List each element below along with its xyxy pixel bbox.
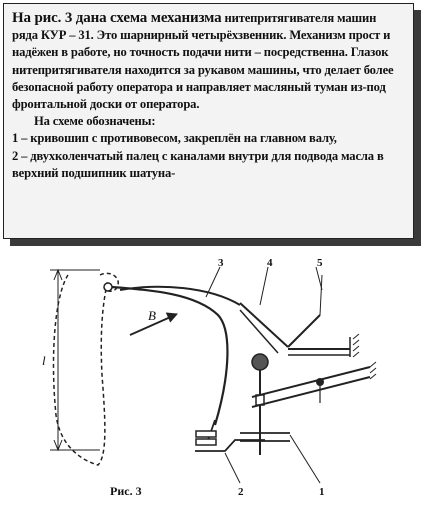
leader-2 xyxy=(225,453,240,483)
take-up-lever-eyelet xyxy=(104,283,112,291)
rocker-link xyxy=(240,303,288,347)
direction-label-b: B xyxy=(148,308,156,323)
lower-bearing-2 xyxy=(196,439,216,445)
rocker-arm-to-5 xyxy=(320,275,322,315)
label-3: 3 xyxy=(218,257,224,269)
label-2: 2 xyxy=(238,486,244,498)
label-4: 4 xyxy=(267,257,273,269)
leader-4 xyxy=(260,267,268,305)
description-text-box xyxy=(3,3,414,239)
lead-heading: На рис. 3 дана схема механизма xyxy=(12,10,222,26)
label-1: 1 xyxy=(319,486,325,498)
figure-caption: Рис. 3 xyxy=(110,484,142,498)
dimension-label-l: l xyxy=(42,353,46,368)
rocker-arm xyxy=(288,315,320,347)
description-paragraph: нитепритягивателя машин ряда КУР – 31. Это шарнирный четырёхзвенник. Механизм прост и надёжен в работе, но точность подачи нити – посредственна. Глазок нитепритягивателя находится за рукавом машины, что делает более безопасной работу оператора и направляет масляный туман из-под фронтальной доски от оператора. xyxy=(12,11,394,112)
leader-1 xyxy=(290,435,320,483)
take-up-lever-path xyxy=(53,275,108,465)
legend-intro: На схеме обозначены: xyxy=(34,114,156,129)
crank-counterweight xyxy=(252,354,268,370)
main-shaft xyxy=(252,362,376,407)
mechanism-diagram xyxy=(20,255,420,510)
label-5: 5 xyxy=(317,257,323,269)
legend-item-2: 2 – двухколенчатый палец с каналами внутри для подвода масла в верхний подшипник шатуна- xyxy=(12,148,384,180)
take-up-lever xyxy=(112,287,227,425)
leader-5 xyxy=(316,267,322,290)
legend-item-1: 1 – кривошип с противовесом, закреплён на главном валу, xyxy=(12,131,337,146)
leader-3 xyxy=(206,267,220,297)
lower-bearing xyxy=(196,431,216,437)
